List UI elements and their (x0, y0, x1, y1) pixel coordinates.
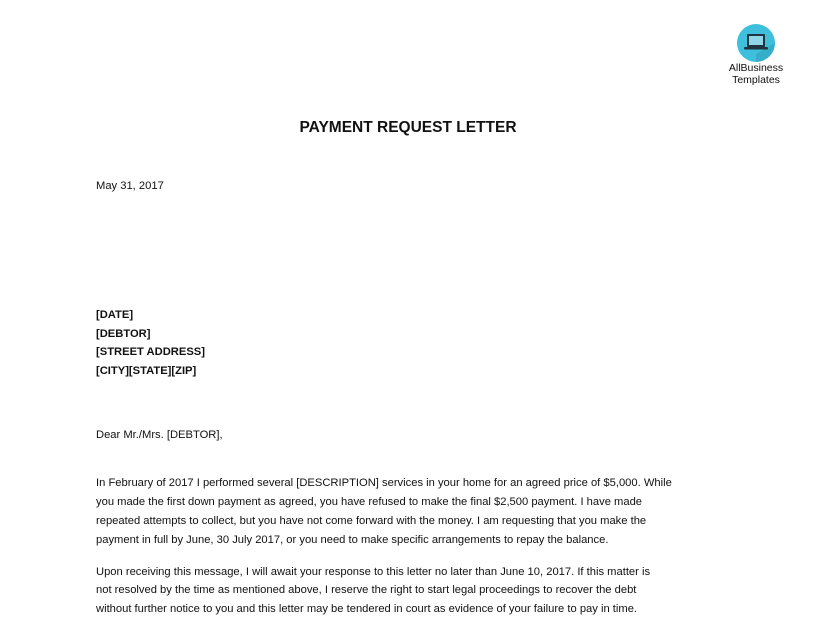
paragraph1-line: you made the first down payment as agreed, you have refused to make the final $2,500 payment. I have made (96, 496, 643, 508)
paragraph1-line: payment in full by June, 30 July 2017, or you need to make specific arrangements to repay the balance. (96, 534, 609, 546)
paragraph2-line: not resolved by the time as mentioned above, I reserve the right to start legal proceedings to recover the debt (96, 584, 637, 596)
paragraph2-line: Upon receiving this message, I will await your response to this letter no later than June 10, 2017. If this matter is (96, 566, 651, 578)
logo-text-line1: AllBusiness (728, 62, 784, 74)
address-street: [STREET ADDRESS] (96, 346, 205, 358)
laptop-icon (737, 24, 775, 62)
allbusiness-templates-logo (718, 24, 794, 86)
page-title: PAYMENT REQUEST LETTER (299, 119, 517, 136)
paragraph2-line: without further notice to you and this letter may be tendered in court as evidence of your failure to pay in time. (96, 603, 638, 615)
salutation: Dear Mr./Mrs. [DEBTOR], (96, 429, 223, 441)
address-debtor: [DEBTOR] (96, 328, 151, 340)
logo-text-line2: Templates (732, 74, 780, 86)
paragraph1-line: In February of 2017 I performed several [DESCRIPTION] services in your home for an agreed price of $5,000. While (96, 477, 672, 489)
address-date: [DATE] (96, 309, 134, 321)
address-city-state-zip: [CITY][STATE][ZIP] (96, 365, 197, 377)
letter-date: May 31, 2017 (96, 180, 164, 192)
paragraph1-line: repeated attempts to collect, but you have not come forward with the money. I am requesting that you make the (96, 515, 647, 527)
